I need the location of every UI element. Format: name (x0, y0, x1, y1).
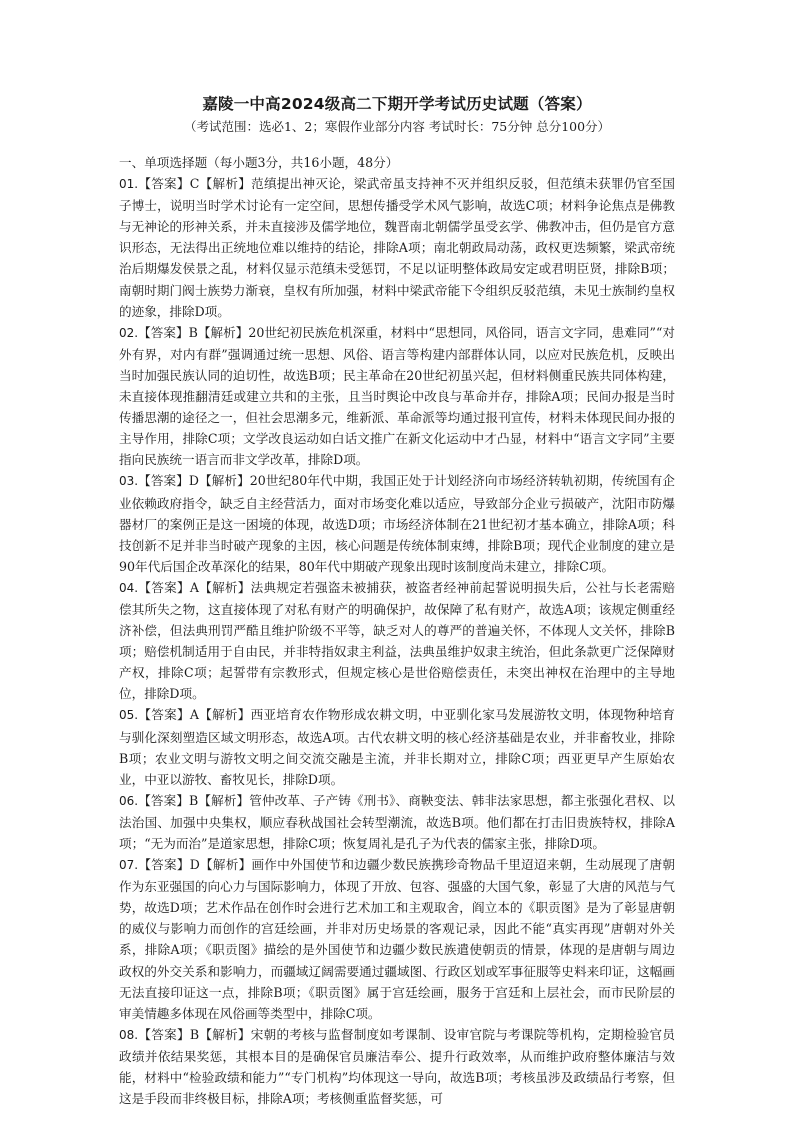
analysis-text: 范缜提出神灭论，梁武帝虽支持神不灭并组织反驳，但范缜未获罪仍官至国子博士，说明当时学术讨论有一定空间，思想传播受学术风气影响，故选C项；材料争论焦点是佛教与无神论的形神关系，并未直接涉及儒学地位，魏晋南北朝儒学虽受玄学、佛教冲击，但仍是官方意识形态，无法得出正统地位难以维持的结论，排除A项；南北朝政局动荡，政权更迭频繁，梁武帝统治后期爆发侯景之乱，材料仅显示范缜未受惩罚，不足以证明整体政局安定或君明臣贤，排除B项；南朝时期门阀士族势力渐衰，皇权有所加强，材料中梁武帝能下令组织反驳范缜，未见士族制约皇权的迹象，排除D项。 (119, 176, 676, 319)
question-number: 03. (119, 474, 139, 489)
question-03 (119, 470, 675, 576)
question-01 (119, 173, 675, 322)
answer-label: 【答案】B【解析】 (138, 324, 249, 340)
answer-label: 【答案】A【解析】 (138, 579, 251, 595)
question-number: 05. (119, 708, 139, 723)
question-02 (119, 322, 675, 471)
question-06 (119, 790, 675, 854)
question-number: 01. (119, 177, 139, 192)
analysis-text: 西亚培育农作物形成农耕文明，中亚驯化家马发展游牧文明，体现物种培育与驯化深刻塑造区域文明形态，故选A项。古代农耕文明的核心经济基础是农业，并非畜牧业，排除B项；农业文明与游牧文明之间交流交融是主流，并非长期对立，排除C项；西亚更早产生原始农业，中亚以游牧、畜牧见长，排除D项。 (119, 707, 675, 787)
analysis-text: 管仲改革、子产铸《刑书》、商鞅变法、韩非法家思想，都主张强化君权、以法治国、加强中央集权，顺应春秋战国社会转型潮流，故选B项。他们都在打击旧贵族特权，排除A项；“无为而治”是道家思想，排除C项；恢复周礼是孔子为代表的儒家主张，排除D项。 (119, 792, 675, 851)
analysis-text: 20世纪初民族危机深重，材料中“思想同，风俗同，语言文字同，患难同”“对外有界，对内有群”强调通过统一思想、风俗、语言等构建内部群体认同，以应对民族危机，反映出当时加强民族认同的迫切性，故选B项；民主革命在20世纪初虽兴起，但材料侧重民族共同体构建，未直接体现推翻清廷或建立共和的主张，且当时舆论中改良与革命并存，排除A项；民间办报是当时传播思潮的途径之一，但社会思潮多元，维新派、革命派等均通过报刊宣传，材料未体现民间办报的主导作用，排除C项；文学改良运动如白话文推广在新文化运动中才凸显，材料中“语言文字同”主要指向民族统一语言而非文学改革，排除D项。 (119, 324, 675, 468)
question-08 (119, 1024, 675, 1109)
analysis-text: 画作中外国使节和边疆少数民族携珍奇物品千里迢迢来朝，生动展现了唐朝作为东亚强国的向心力与国际影响力，体现了开放、包容、强盛的大国气象，彰显了大唐的风范与气势，故选D项；艺术作品在创作时会进行艺术加工和主观取舍，阎立本的《职贡图》是为了彰显唐朝的威仪与影响力而创作的宫廷绘画，并非对历史场景的客观记录，因此不能“真实再现”唐朝对外关系，排除A项；《职贡图》描绘的是外国使节和边疆少数民族遣使朝贡的情景，体现的是唐朝与周边政权的外交关系和影响力，而疆域辽阔需要通过疆域图、行政区划或军事征服等史料来印证，这幅画无法直接印证这一点，排除B项；《职贡图》属于宫廷绘画，服务于宫廷和上层社会，而市民阶层的审美情趣多体现在风俗画等类型中，排除C项。 (119, 857, 675, 1021)
question-number: 04. (119, 580, 139, 595)
question-number: 08. (119, 1027, 139, 1042)
answer-label: 【答案】C【解析】 (138, 176, 252, 192)
question-number: 07. (119, 858, 139, 873)
question-05 (119, 704, 675, 789)
answer-label: 【答案】D【解析】 (138, 473, 250, 489)
answer-label: 【答案】A【解析】 (138, 707, 251, 723)
answer-label: 【答案】B【解析】 (138, 1026, 251, 1042)
exam-info: （考试范围：选必1、2；寒假作业部分内容 考试时长：75分钟 总分100分） (183, 119, 611, 134)
question-04 (119, 577, 675, 705)
question-07 (119, 854, 675, 1024)
answer-label: 【答案】B【解析】 (138, 792, 250, 808)
page-title: 嘉陵一中高2024级高二下期开学考试历史试题（答案） (202, 95, 592, 113)
answer-body (119, 152, 675, 1109)
question-number: 02. (119, 325, 139, 340)
section-heading: 一、单项选择题（每小题3分，共16小题，48分） (119, 155, 399, 170)
analysis-text: 宋朝的考核与监督制度如考课制、设审官院与考课院等机构，定期检验官员政绩并依结果奖惩，其根本目的是确保官员廉洁奉公、提升行政效率，从而维护政府整体廉洁与效能，材料中“检验政绩和能力”“专门机构”均体现这一导向，故选B项；考核虽涉及政绩品行考察，但这是手段而非终极目标，排除A项；考核侧重监督奖惩，可 (119, 1026, 675, 1107)
question-number: 06. (119, 793, 139, 808)
answer-label: 【答案】D【解析】 (138, 857, 252, 873)
analysis-text: 20世纪80年代中期，我国正处于计划经济向市场经济转轨初期，传统国有企业依赖政府指令，缺乏自主经营活力，面对市场变化难以适应，导致部分企业亏损破产，沈阳市防爆器材厂的案例正是这一困境的体现，故选D项；市场经济体制在21世纪初才基本确立，排除A项；科技创新不足并非当时破产现象的主因，核心问题是传统体制束缚，排除B项；现代企业制度的建立是90年代后国企改革深化的结果，80年代中期破产现象出现时该制度尚未建立，排除C项。 (119, 473, 675, 574)
analysis-text: 法典规定若强盗未被捕获，被盗者经神前起誓说明损失后，公社与长老需赔偿其所失之物，这直接体现了对私有财产的明确保护，故保障了私有财产，故选A项；该规定侧重经济补偿，但法典刑罚严酷且维护阶级不平等，缺乏对人的尊严的普遍关怀，不体现人文关怀，排除B项；赔偿机制适用于自由民，并非特指奴隶主利益，法典虽维护奴隶主统治，但此条款更广泛保障财产权，排除C项；起誓带有宗教形式，但规定核心是世俗赔偿责任，未突出神权在治理中的主导地位，排除D项。 (119, 579, 675, 702)
